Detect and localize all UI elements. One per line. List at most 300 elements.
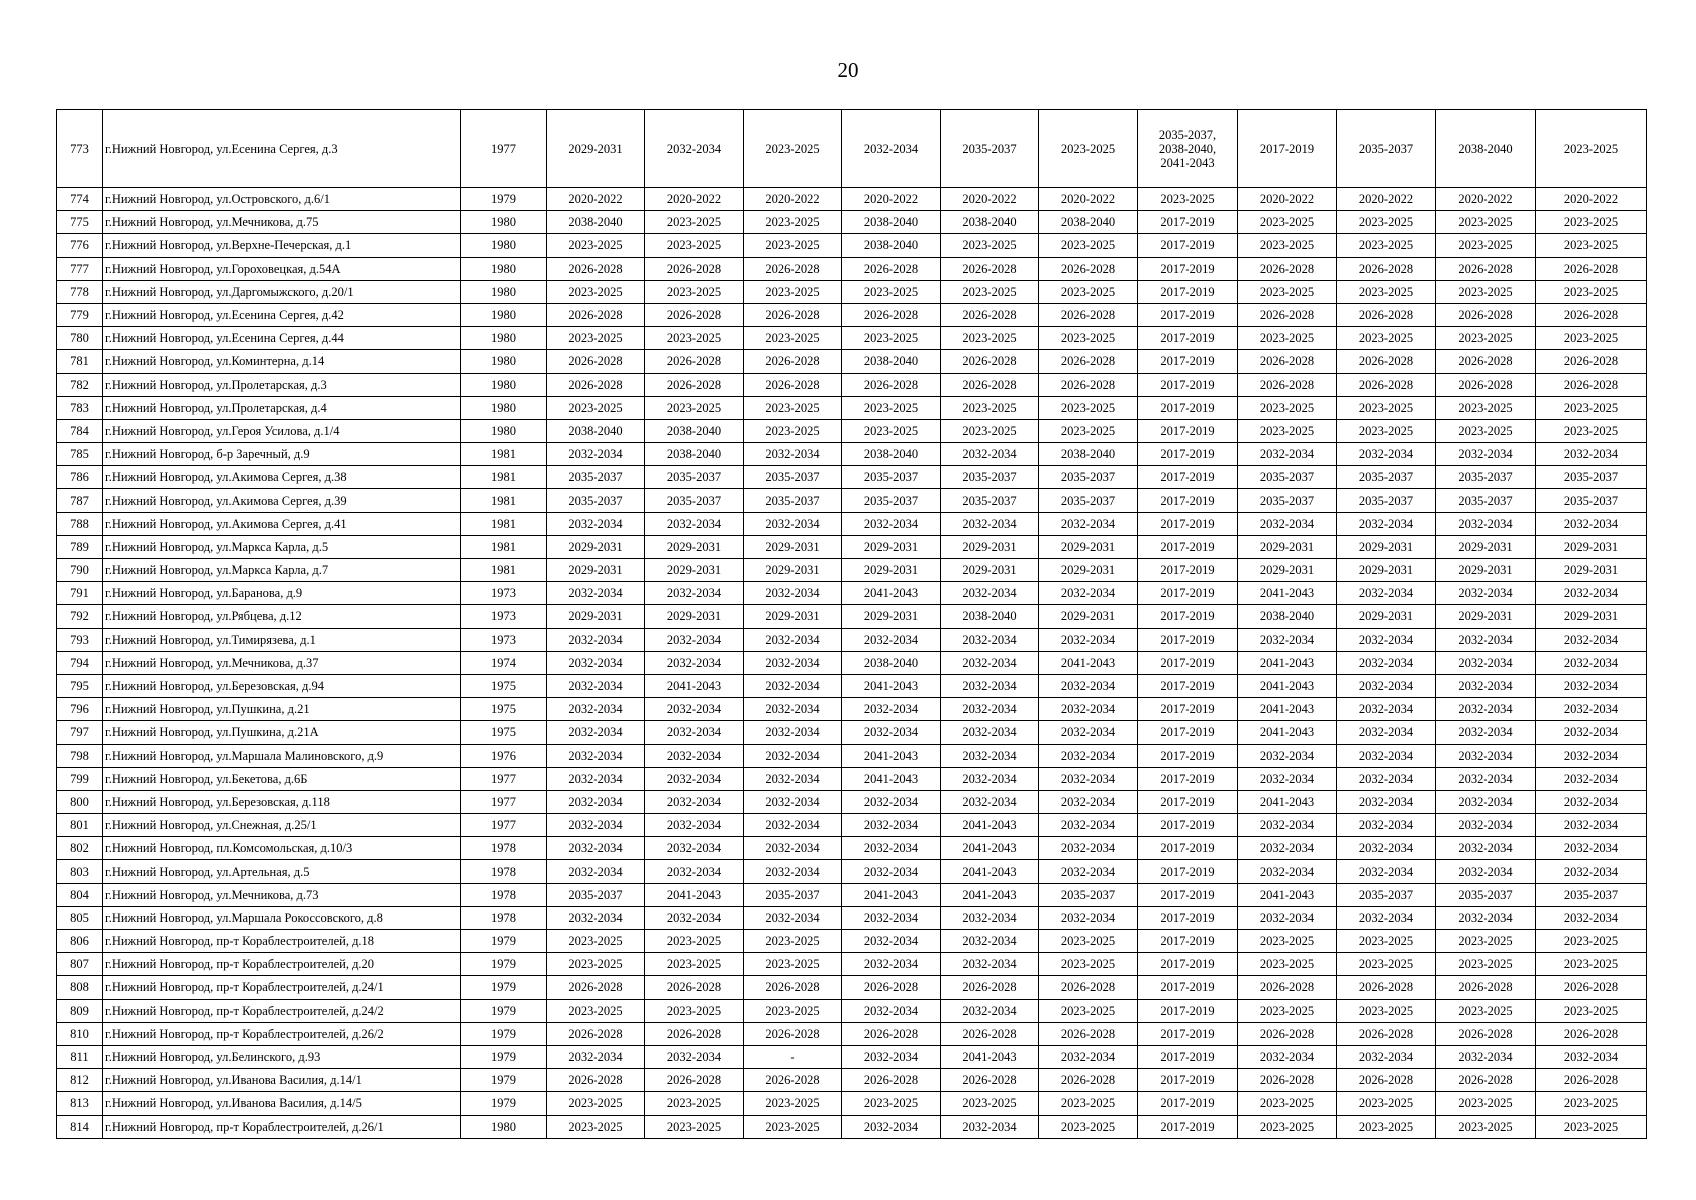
period-cell: 2035-2037 <box>744 466 842 489</box>
period-cell: 2023-2025 <box>1337 999 1436 1022</box>
row-number-cell: 773 <box>57 110 103 188</box>
period-cell: 2032-2034 <box>941 953 1039 976</box>
period-cell: 2023-2025 <box>744 1092 842 1115</box>
period-cell: 2017-2019 <box>1138 489 1238 512</box>
period-cell: 2017-2019 <box>1138 1022 1238 1045</box>
period-cell: 2032-2034 <box>744 767 842 790</box>
year-cell: 1975 <box>461 698 547 721</box>
table-row <box>57 1022 1647 1045</box>
table-row <box>57 350 1647 373</box>
row-number-cell: 777 <box>57 257 103 280</box>
table-row <box>57 837 1647 860</box>
period-cell: 2023-2025 <box>1039 999 1138 1022</box>
period-cell: 2023-2025 <box>1337 1115 1436 1138</box>
period-cell: 2032-2034 <box>744 744 842 767</box>
period-cell: 2032-2034 <box>842 1045 941 1068</box>
period-cell: 2017-2019 <box>1138 1115 1238 1138</box>
table-row <box>57 976 1647 999</box>
table-row <box>57 373 1647 396</box>
address-cell: г.Нижний Новгород, ул.Гороховецкая, д.54А <box>103 257 461 280</box>
period-cell: 2023-2025 <box>941 1092 1039 1115</box>
period-cell: 2026-2028 <box>941 350 1039 373</box>
period-cell: 2026-2028 <box>941 257 1039 280</box>
period-cell: 2032-2034 <box>547 860 645 883</box>
period-cell: 2032-2034 <box>645 860 744 883</box>
period-cell: 2026-2028 <box>1238 1069 1337 1092</box>
period-cell: 2023-2025 <box>1436 999 1536 1022</box>
address-cell: г.Нижний Новгород, ул.Акимова Сергея, д.38 <box>103 466 461 489</box>
table-row <box>57 814 1647 837</box>
period-cell: 2026-2028 <box>1536 976 1647 999</box>
period-cell: 2032-2034 <box>1039 906 1138 929</box>
period-cell: 2032-2034 <box>547 744 645 767</box>
period-cell: 2032-2034 <box>547 443 645 466</box>
year-cell: 1981 <box>461 512 547 535</box>
period-cell: 2017-2019 <box>1138 674 1238 697</box>
row-number-cell: 786 <box>57 466 103 489</box>
period-cell: 2035-2037 <box>1039 489 1138 512</box>
period-cell: 2032-2034 <box>744 721 842 744</box>
period-cell: 2032-2034 <box>645 512 744 535</box>
period-cell: 2017-2019 <box>1138 350 1238 373</box>
period-cell: 2032-2034 <box>941 767 1039 790</box>
period-cell: 2032-2034 <box>645 582 744 605</box>
address-cell: г.Нижний Новгород, ул.Бекетова, д.6Б <box>103 767 461 790</box>
period-cell: 2017-2019 <box>1138 234 1238 257</box>
address-cell: г.Нижний Новгород, ул.Мечникова, д.73 <box>103 883 461 906</box>
period-cell: 2032-2034 <box>1536 814 1647 837</box>
table-row <box>57 582 1647 605</box>
period-cell: 2023-2025 <box>547 280 645 303</box>
period-cell: 2041-2043 <box>645 674 744 697</box>
address-cell: г.Нижний Новгород, ул.Пушкина, д.21 <box>103 698 461 721</box>
row-number-cell: 812 <box>57 1069 103 1092</box>
period-cell: 2032-2034 <box>1536 512 1647 535</box>
period-cell: 2032-2034 <box>842 999 941 1022</box>
period-cell: 2023-2025 <box>1536 396 1647 419</box>
period-cell: 2032-2034 <box>645 1045 744 1068</box>
period-cell: 2023-2025 <box>547 930 645 953</box>
row-number-cell: 813 <box>57 1092 103 1115</box>
period-cell: 2029-2031 <box>547 559 645 582</box>
table-row <box>57 466 1647 489</box>
period-cell: 2035-2037 <box>941 489 1039 512</box>
row-number-cell: 788 <box>57 512 103 535</box>
period-cell: 2038-2040 <box>1039 443 1138 466</box>
period-cell: 2032-2034 <box>1337 674 1436 697</box>
address-cell: г.Нижний Новгород, ул.Маршала Рокоссовского, д.8 <box>103 906 461 929</box>
table-row <box>57 744 1647 767</box>
period-cell: 2032-2034 <box>1536 628 1647 651</box>
row-number-cell: 787 <box>57 489 103 512</box>
period-cell: 2032-2034 <box>941 999 1039 1022</box>
period-cell: 2026-2028 <box>1039 976 1138 999</box>
period-cell: 2017-2019 <box>1138 535 1238 558</box>
period-cell: 2026-2028 <box>645 303 744 326</box>
table-row <box>57 1045 1647 1068</box>
year-cell: 1981 <box>461 443 547 466</box>
year-cell: 1980 <box>461 234 547 257</box>
period-cell: 2032-2034 <box>1039 744 1138 767</box>
period-cell: 2035-2037 <box>1536 466 1647 489</box>
period-cell: 2026-2028 <box>547 1022 645 1045</box>
period-cell: 2023-2025 <box>547 953 645 976</box>
period-cell: 2032-2034 <box>842 512 941 535</box>
period-cell: 2020-2022 <box>1436 188 1536 211</box>
period-cell: 2032-2034 <box>645 790 744 813</box>
period-cell: 2032-2034 <box>1337 814 1436 837</box>
period-cell: 2032-2034 <box>842 906 941 929</box>
period-cell: 2017-2019 <box>1138 698 1238 721</box>
period-cell: 2032-2034 <box>842 930 941 953</box>
period-cell: 2023-2025 <box>1536 327 1647 350</box>
period-cell: 2032-2034 <box>941 582 1039 605</box>
period-cell: 2032-2034 <box>1436 1045 1536 1068</box>
period-cell: 2035-2037 <box>1436 883 1536 906</box>
address-cell: г.Нижний Новгород, ул.Снежная, д.25/1 <box>103 814 461 837</box>
period-cell: 2023-2025 <box>1337 930 1436 953</box>
period-cell: 2023-2025 <box>941 327 1039 350</box>
period-cell: 2026-2028 <box>941 303 1039 326</box>
period-cell: 2017-2019 <box>1138 767 1238 790</box>
row-number-cell: 797 <box>57 721 103 744</box>
period-cell: 2026-2028 <box>1039 1069 1138 1092</box>
period-cell: 2041-2043 <box>1039 651 1138 674</box>
period-cell: 2017-2019 <box>1138 605 1238 628</box>
table-row <box>57 860 1647 883</box>
period-cell: 2038-2040 <box>842 350 941 373</box>
period-cell: 2017-2019 <box>1138 814 1238 837</box>
period-cell: 2032-2034 <box>1536 698 1647 721</box>
period-cell: 2023-2025 <box>1238 419 1337 442</box>
period-cell: 2041-2043 <box>941 814 1039 837</box>
period-cell: 2038-2040 <box>645 443 744 466</box>
period-cell: 2035-2037 <box>1436 489 1536 512</box>
year-cell: 1979 <box>461 1092 547 1115</box>
period-cell: 2017-2019 <box>1238 110 1337 188</box>
table-row <box>57 110 1647 188</box>
period-cell: 2023-2025 <box>941 280 1039 303</box>
address-cell: г.Нижний Новгород, ул.Мечникова, д.37 <box>103 651 461 674</box>
period-cell: 2026-2028 <box>1039 1022 1138 1045</box>
period-cell: 2035-2037 <box>1039 883 1138 906</box>
period-cell: 2026-2028 <box>645 1022 744 1045</box>
row-number-cell: 794 <box>57 651 103 674</box>
address-cell: г.Нижний Новгород, ул.Пушкина, д.21А <box>103 721 461 744</box>
period-cell: 2026-2028 <box>744 257 842 280</box>
row-number-cell: 806 <box>57 930 103 953</box>
period-cell: 2023-2025 <box>842 1092 941 1115</box>
row-number-cell: 798 <box>57 744 103 767</box>
table-row <box>57 512 1647 535</box>
address-cell: г.Нижний Новгород, пр-т Кораблестроителей, д.18 <box>103 930 461 953</box>
period-cell: 2017-2019 <box>1138 327 1238 350</box>
period-cell: 2023-2025 <box>1238 930 1337 953</box>
period-cell: 2038-2040 <box>547 419 645 442</box>
period-cell: 2026-2028 <box>645 350 744 373</box>
row-number-cell: 784 <box>57 419 103 442</box>
period-cell: 2017-2019 <box>1138 396 1238 419</box>
period-cell: 2026-2028 <box>1238 373 1337 396</box>
period-cell: 2026-2028 <box>1337 1069 1436 1092</box>
period-cell: 2032-2034 <box>1039 721 1138 744</box>
period-cell: 2026-2028 <box>744 303 842 326</box>
period-cell: 2029-2031 <box>1039 605 1138 628</box>
period-cell: 2017-2019 <box>1138 883 1238 906</box>
period-cell: 2032-2034 <box>1039 767 1138 790</box>
year-cell: 1979 <box>461 1022 547 1045</box>
period-cell: 2032-2034 <box>1436 767 1536 790</box>
period-cell: 2032-2034 <box>1536 860 1647 883</box>
period-cell: 2029-2031 <box>547 110 645 188</box>
period-cell: 2032-2034 <box>1039 698 1138 721</box>
period-cell: 2032-2034 <box>1536 906 1647 929</box>
row-number-cell: 774 <box>57 188 103 211</box>
period-cell: 2032-2034 <box>842 110 941 188</box>
period-cell: 2032-2034 <box>1337 698 1436 721</box>
period-cell: 2029-2031 <box>941 559 1039 582</box>
address-cell: г.Нижний Новгород, ул.Акимова Сергея, д.39 <box>103 489 461 512</box>
period-cell: 2026-2028 <box>744 350 842 373</box>
period-cell: 2026-2028 <box>547 350 645 373</box>
period-cell: 2017-2019 <box>1138 930 1238 953</box>
period-cell: 2032-2034 <box>842 628 941 651</box>
period-cell: 2026-2028 <box>1337 350 1436 373</box>
period-cell: 2035-2037 <box>547 466 645 489</box>
table-row <box>57 721 1647 744</box>
period-cell: 2032-2034 <box>1337 721 1436 744</box>
period-cell: 2023-2025 <box>547 1092 645 1115</box>
period-cell: 2023-2025 <box>1536 999 1647 1022</box>
table-row <box>57 906 1647 929</box>
period-cell: 2023-2025 <box>941 396 1039 419</box>
period-cell: 2032-2034 <box>1436 906 1536 929</box>
period-cell: 2029-2031 <box>1238 535 1337 558</box>
period-cell: 2041-2043 <box>941 860 1039 883</box>
row-number-cell: 775 <box>57 211 103 234</box>
period-cell: 2032-2034 <box>645 698 744 721</box>
period-cell: 2032-2034 <box>1436 512 1536 535</box>
period-cell: 2032-2034 <box>1238 767 1337 790</box>
period-cell: 2026-2028 <box>842 976 941 999</box>
row-number-cell: 790 <box>57 559 103 582</box>
period-cell: 2023-2025 <box>1337 1092 1436 1115</box>
period-cell: 2032-2034 <box>744 443 842 466</box>
period-cell: 2032-2034 <box>645 651 744 674</box>
period-cell: 2023-2025 <box>744 396 842 419</box>
table-body <box>57 110 1647 1139</box>
period-cell: 2032-2034 <box>1238 443 1337 466</box>
period-cell: 2032-2034 <box>547 628 645 651</box>
period-cell: 2023-2025 <box>1337 211 1436 234</box>
period-cell: 2023-2025 <box>1337 280 1436 303</box>
period-cell: 2026-2028 <box>842 373 941 396</box>
year-cell: 1980 <box>461 396 547 419</box>
period-cell: 2020-2022 <box>744 188 842 211</box>
period-cell: 2017-2019 <box>1138 1045 1238 1068</box>
period-cell: 2026-2028 <box>1337 257 1436 280</box>
period-cell: 2041-2043 <box>941 883 1039 906</box>
period-cell: 2023-2025 <box>744 1115 842 1138</box>
period-cell: 2032-2034 <box>1337 582 1436 605</box>
period-cell: 2026-2028 <box>1436 350 1536 373</box>
address-cell: г.Нижний Новгород, ул.Рябцева, д.12 <box>103 605 461 628</box>
period-cell: 2023-2025 <box>645 211 744 234</box>
period-cell: 2032-2034 <box>645 110 744 188</box>
period-cell: 2023-2025 <box>941 234 1039 257</box>
period-cell: 2032-2034 <box>1536 837 1647 860</box>
period-cell: 2032-2034 <box>744 860 842 883</box>
period-cell: 2038-2040 <box>1039 211 1138 234</box>
period-cell: 2032-2034 <box>1536 651 1647 674</box>
period-cell: 2023-2025 <box>744 234 842 257</box>
period-cell: 2017-2019 <box>1138 512 1238 535</box>
period-cell: 2023-2025 <box>1337 234 1436 257</box>
period-cell: 2038-2040 <box>547 211 645 234</box>
period-cell: 2032-2034 <box>1436 674 1536 697</box>
period-cell: 2026-2028 <box>1536 373 1647 396</box>
period-cell: 2023-2025 <box>547 999 645 1022</box>
row-number-cell: 799 <box>57 767 103 790</box>
period-cell: 2026-2028 <box>744 1069 842 1092</box>
period-cell: 2032-2034 <box>941 443 1039 466</box>
period-cell: 2023-2025 <box>645 1115 744 1138</box>
address-cell: г.Нижний Новгород, ул.Березовская, д.94 <box>103 674 461 697</box>
period-cell: 2032-2034 <box>547 582 645 605</box>
period-cell: 2032-2034 <box>744 790 842 813</box>
period-cell: 2032-2034 <box>941 744 1039 767</box>
period-cell: 2026-2028 <box>1436 976 1536 999</box>
period-cell: 2032-2034 <box>1436 790 1536 813</box>
period-cell: 2017-2019 <box>1138 906 1238 929</box>
period-cell: 2023-2025 <box>1536 234 1647 257</box>
period-cell: 2035-2037 <box>1337 489 1436 512</box>
period-cell: 2026-2028 <box>842 257 941 280</box>
period-cell: 2041-2043 <box>842 582 941 605</box>
period-cell: 2041-2043 <box>1238 582 1337 605</box>
period-cell: 2032-2034 <box>645 906 744 929</box>
period-cell: 2017-2019 <box>1138 303 1238 326</box>
address-cell: г.Нижний Новгород, ул.Баранова, д.9 <box>103 582 461 605</box>
period-cell: 2023-2025 <box>1337 327 1436 350</box>
period-cell: 2032-2034 <box>1436 582 1536 605</box>
table-row <box>57 1115 1647 1138</box>
table-row <box>57 443 1647 466</box>
year-cell: 1977 <box>461 110 547 188</box>
table-row <box>57 790 1647 813</box>
period-cell: 2038-2040 <box>645 419 744 442</box>
period-cell: 2020-2022 <box>941 188 1039 211</box>
period-cell: 2035-2037 <box>547 489 645 512</box>
period-cell: 2017-2019 <box>1138 373 1238 396</box>
period-cell: 2032-2034 <box>547 814 645 837</box>
address-cell: г.Нижний Новгород, ул.Есенина Сергея, д.44 <box>103 327 461 350</box>
period-cell: 2026-2028 <box>1436 373 1536 396</box>
year-cell: 1981 <box>461 489 547 512</box>
period-cell: 2023-2025 <box>547 234 645 257</box>
period-cell: 2026-2028 <box>645 373 744 396</box>
period-cell: 2035-2037 <box>1238 466 1337 489</box>
row-number-cell: 800 <box>57 790 103 813</box>
period-cell: 2017-2019 <box>1138 443 1238 466</box>
period-cell: 2041-2043 <box>842 744 941 767</box>
period-cell: 2026-2028 <box>1436 1022 1536 1045</box>
table-row <box>57 559 1647 582</box>
period-cell: 2032-2034 <box>842 790 941 813</box>
period-cell: 2038-2040 <box>842 234 941 257</box>
period-cell: 2038-2040 <box>941 605 1039 628</box>
period-cell: 2032-2034 <box>1238 906 1337 929</box>
period-cell: 2032-2034 <box>941 906 1039 929</box>
period-cell: 2026-2028 <box>645 1069 744 1092</box>
period-cell: 2032-2034 <box>1337 790 1436 813</box>
period-cell: 2023-2025 <box>1039 280 1138 303</box>
period-cell: 2035-2037, 2038-2040, 2041-2043 <box>1138 110 1238 188</box>
period-cell: 2032-2034 <box>1039 512 1138 535</box>
address-cell: г.Нижний Новгород, ул.Коминтерна, д.14 <box>103 350 461 373</box>
period-cell: 2026-2028 <box>1039 350 1138 373</box>
period-cell: 2032-2034 <box>1436 860 1536 883</box>
period-cell: 2032-2034 <box>1039 837 1138 860</box>
row-number-cell: 804 <box>57 883 103 906</box>
period-cell: 2032-2034 <box>1337 744 1436 767</box>
period-cell: 2035-2037 <box>1039 466 1138 489</box>
period-cell: 2023-2025 <box>1436 280 1536 303</box>
period-cell: 2023-2025 <box>744 211 842 234</box>
period-cell: 2032-2034 <box>1536 1045 1647 1068</box>
period-cell: 2032-2034 <box>1536 582 1647 605</box>
row-number-cell: 792 <box>57 605 103 628</box>
period-cell: 2038-2040 <box>842 211 941 234</box>
period-cell: 2032-2034 <box>941 674 1039 697</box>
period-cell: 2035-2037 <box>941 466 1039 489</box>
period-cell: 2035-2037 <box>1337 110 1436 188</box>
period-cell: 2029-2031 <box>842 559 941 582</box>
year-cell: 1979 <box>461 953 547 976</box>
address-cell: г.Нижний Новгород, ул.Маркса Карла, д.7 <box>103 559 461 582</box>
period-cell: 2026-2028 <box>941 1022 1039 1045</box>
period-cell: 2026-2028 <box>744 1022 842 1045</box>
table-row <box>57 674 1647 697</box>
year-cell: 1980 <box>461 373 547 396</box>
period-cell: 2038-2040 <box>1238 605 1337 628</box>
period-cell: 2032-2034 <box>1436 443 1536 466</box>
period-cell: 2017-2019 <box>1138 419 1238 442</box>
period-cell: 2032-2034 <box>1337 767 1436 790</box>
period-cell: 2023-2025 <box>1436 1115 1536 1138</box>
period-cell: 2017-2019 <box>1138 837 1238 860</box>
period-cell: 2029-2031 <box>645 559 744 582</box>
period-cell: 2029-2031 <box>1039 559 1138 582</box>
row-number-cell: 789 <box>57 535 103 558</box>
table-row <box>57 280 1647 303</box>
period-cell: 2035-2037 <box>645 489 744 512</box>
period-cell: 2020-2022 <box>1238 188 1337 211</box>
period-cell: 2032-2034 <box>941 698 1039 721</box>
year-cell: 1980 <box>461 303 547 326</box>
period-cell: 2023-2025 <box>1436 1092 1536 1115</box>
period-cell: 2023-2025 <box>1238 280 1337 303</box>
period-cell: 2023-2025 <box>1536 110 1647 188</box>
period-cell: 2029-2031 <box>1238 559 1337 582</box>
address-cell: г.Нижний Новгород, пр-т Кораблестроителей, д.24/2 <box>103 999 461 1022</box>
table-row <box>57 396 1647 419</box>
address-cell: г.Нижний Новгород, пл.Комсомольская, д.10/3 <box>103 837 461 860</box>
period-cell: 2017-2019 <box>1138 280 1238 303</box>
year-cell: 1975 <box>461 721 547 744</box>
address-cell: г.Нижний Новгород, ул.Маршала Малиновского, д.9 <box>103 744 461 767</box>
period-cell: 2029-2031 <box>842 605 941 628</box>
